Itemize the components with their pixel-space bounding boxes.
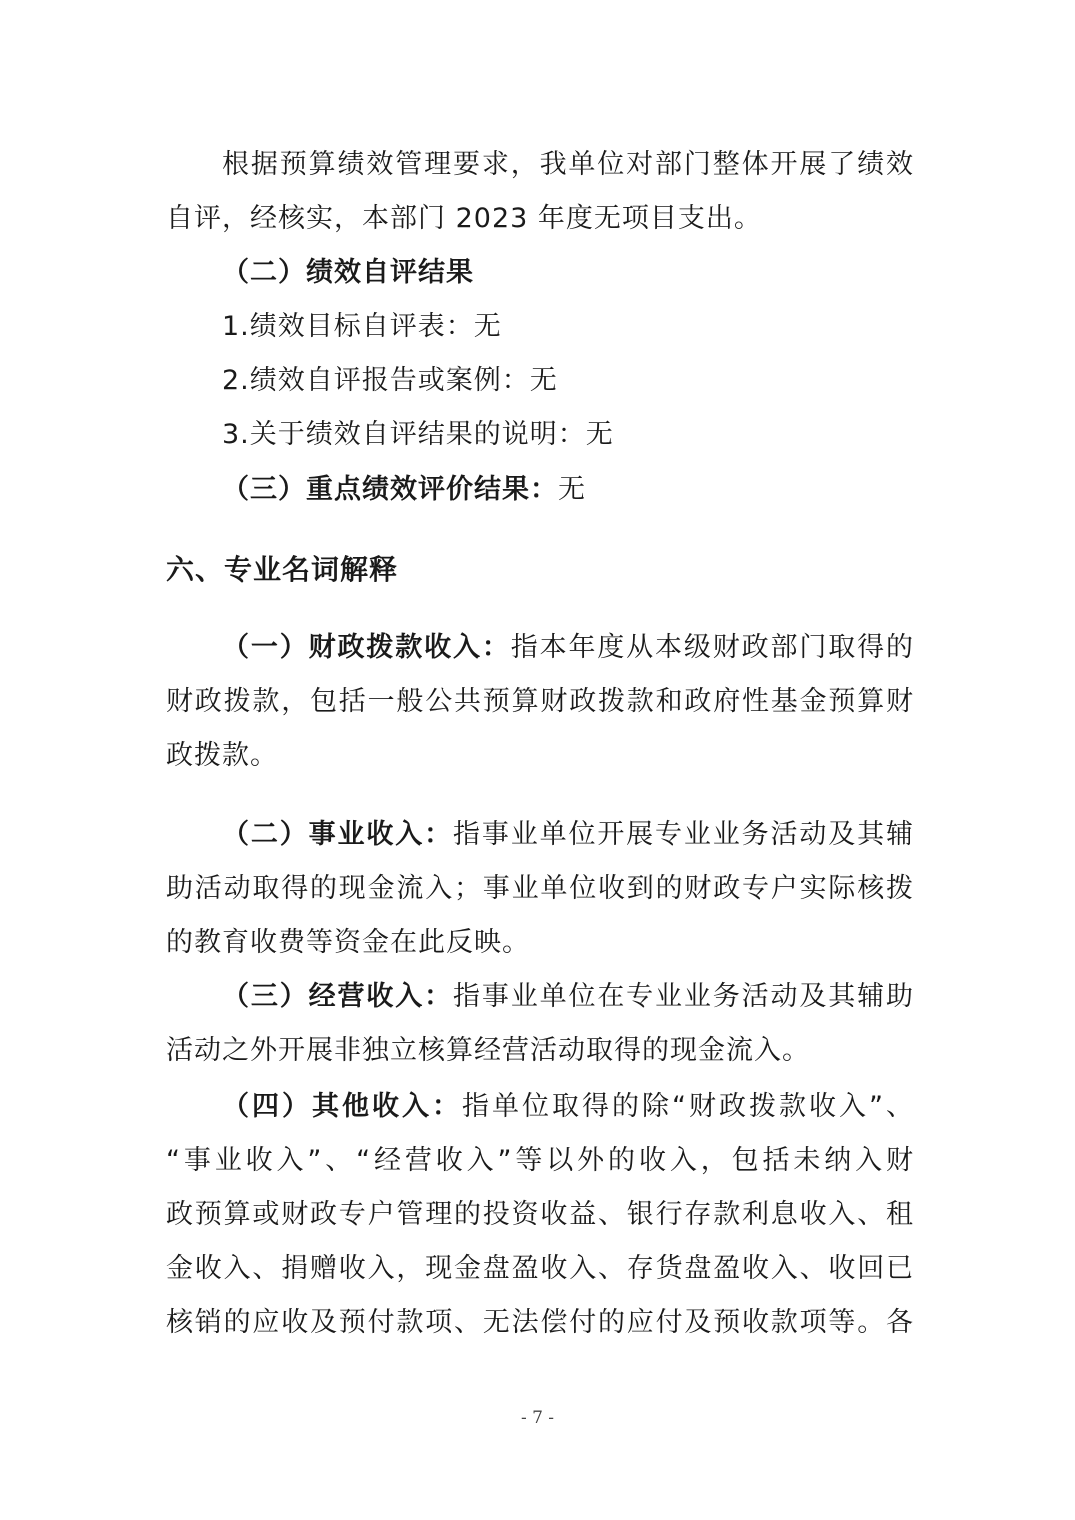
term-text: 指单位取得的除“财政拨款收入”、 xyxy=(462,1091,915,1122)
term-label: （二）事业收入： xyxy=(222,819,453,850)
term-line: 政拨款。 xyxy=(166,740,278,771)
term-text: 指本年度从本级财政部门取得的 xyxy=(510,632,915,663)
term-label: （一）财政拨款收入： xyxy=(222,632,511,663)
term-line: 核销的应收及预付款项、无法偿付的应付及预收款项等。各 xyxy=(166,1307,914,1338)
paragraph-line: 根据预算绩效管理要求，我单位对部门整体开展了绩效 xyxy=(222,149,914,180)
section-title: 六、专业名词解释 xyxy=(166,553,399,586)
term-first-line xyxy=(166,628,914,668)
term-first-line xyxy=(166,977,914,1017)
term-line: 金收入、捐赠收入，现金盘盈收入、存货盘盈收入、收回已 xyxy=(166,1253,914,1284)
subsection-title: （二）绩效自评结果 xyxy=(222,257,474,288)
term-label: （三）经营收入： xyxy=(222,981,453,1012)
term-line: 活动之外开展非独立核算经营活动取得的现金流入。 xyxy=(166,1035,810,1066)
paragraph-line: 自评，经核实，本部门 2023 年度无项目支出。 xyxy=(166,203,762,234)
subsection-value: 无 xyxy=(558,474,586,505)
subsection-result xyxy=(222,470,586,510)
term-line: 财政拨款，包括一般公共预算财政拨款和政府性基金预算财 xyxy=(166,686,914,717)
term-line: 助活动取得的现金流入；事业单位收到的财政专户实际核拨 xyxy=(166,873,914,904)
list-item: 3.关于绩效自评结果的说明：无 xyxy=(222,419,614,450)
term-line: “事业收入”、“经营收入”等以外的收入，包括未纳入财 xyxy=(166,1145,914,1176)
term-line: 的教育收费等资金在此反映。 xyxy=(166,927,530,958)
subsection-label: （三）重点绩效评价结果： xyxy=(222,474,558,505)
term-first-line xyxy=(166,1087,914,1127)
term-label: （四）其他收入： xyxy=(222,1091,463,1122)
term-text: 指事业单位开展专业业务活动及其辅 xyxy=(452,819,915,850)
page-number: - 7 - xyxy=(520,1408,555,1428)
term-line: 政预算或财政专户管理的投资收益、银行存款利息收入、租 xyxy=(166,1199,914,1230)
list-item: 1.绩效目标自评表：无 xyxy=(222,311,502,342)
list-item: 2.绩效自评报告或案例：无 xyxy=(222,365,558,396)
term-first-line xyxy=(166,815,914,855)
term-text: 指事业单位在专业业务活动及其辅助 xyxy=(452,981,915,1012)
